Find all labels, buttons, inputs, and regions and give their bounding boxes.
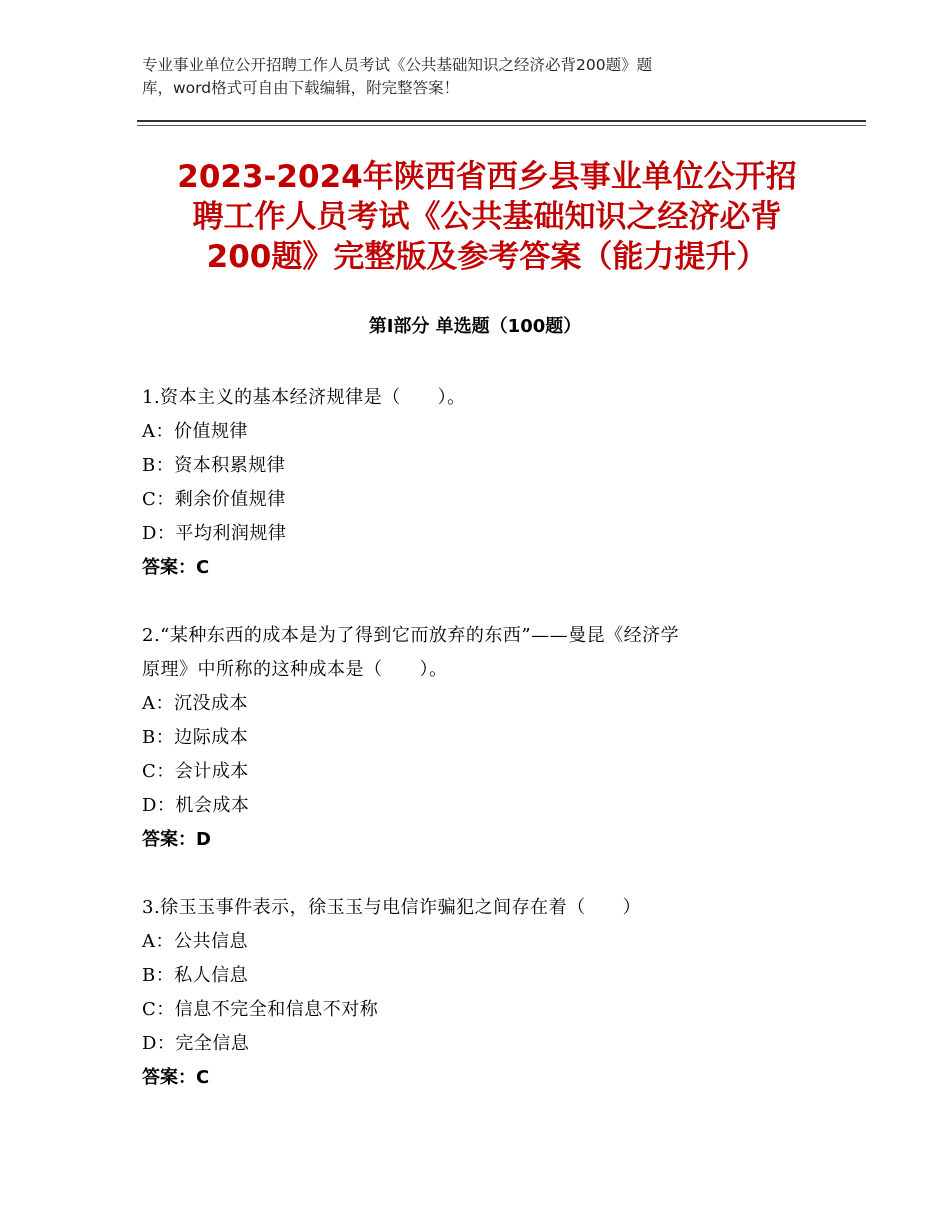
title-line: 聘工作人员考试《公共基础知识之经济必背	[192, 199, 782, 235]
question-spacer	[142, 857, 822, 891]
option-a: A：沉没成本	[142, 693, 248, 714]
question-item	[142, 619, 822, 857]
question-stem: 3.徐玉玉事件表示，徐玉玉与电信诈骗犯之间存在着（ ）	[142, 897, 642, 918]
option-b: B：边际成本	[142, 727, 249, 748]
answer-label: 答案：C	[142, 557, 210, 578]
title-line: 200题》完整版及参考答案（能力提升）	[206, 239, 768, 275]
option-a: A：公共信息	[142, 931, 248, 952]
question-item	[142, 891, 822, 1095]
option-d: D：机会成本	[142, 795, 250, 816]
header-divider	[137, 120, 866, 122]
option-a: A：价值规律	[142, 421, 248, 442]
answer-label: 答案：D	[142, 829, 211, 850]
header-note-line: 库，word格式可自由下载编辑，附完整答案！	[142, 79, 460, 97]
option-d: D：完全信息	[142, 1033, 250, 1054]
question-spacer	[142, 585, 822, 619]
option-b: B：私人信息	[142, 965, 249, 986]
header-note-line: 专业事业单位公开招聘工作人员考试《公共基础知识之经济必背200题》题	[142, 56, 653, 74]
question-stem-continued: 原理》中所称的这种成本是（ ）。	[142, 659, 448, 680]
option-c: C：剩余价值规律	[142, 489, 286, 510]
title-line: 2023-2024年陕西省西乡县事业单位公开招	[177, 159, 797, 195]
answer-label: 答案：C	[142, 1067, 210, 1088]
question-list	[142, 381, 822, 1095]
option-b: B：资本积累规律	[142, 455, 286, 476]
header-divider-thin	[137, 125, 866, 126]
document-title	[137, 157, 837, 277]
question-item	[142, 381, 822, 585]
option-d: D：平均利润规律	[142, 523, 287, 544]
section-title: 第Ⅰ部分 单选题（100题）	[368, 316, 582, 337]
question-stem: 2.“某种东西的成本是为了得到它而放弃的东西”——曼昆《经济学	[142, 625, 680, 646]
question-stem: 1.资本主义的基本经济规律是（ ）。	[142, 387, 466, 408]
option-c: C：会计成本	[142, 761, 249, 782]
header-note	[142, 54, 782, 100]
option-c: C：信息不完全和信息不对称	[142, 999, 379, 1020]
